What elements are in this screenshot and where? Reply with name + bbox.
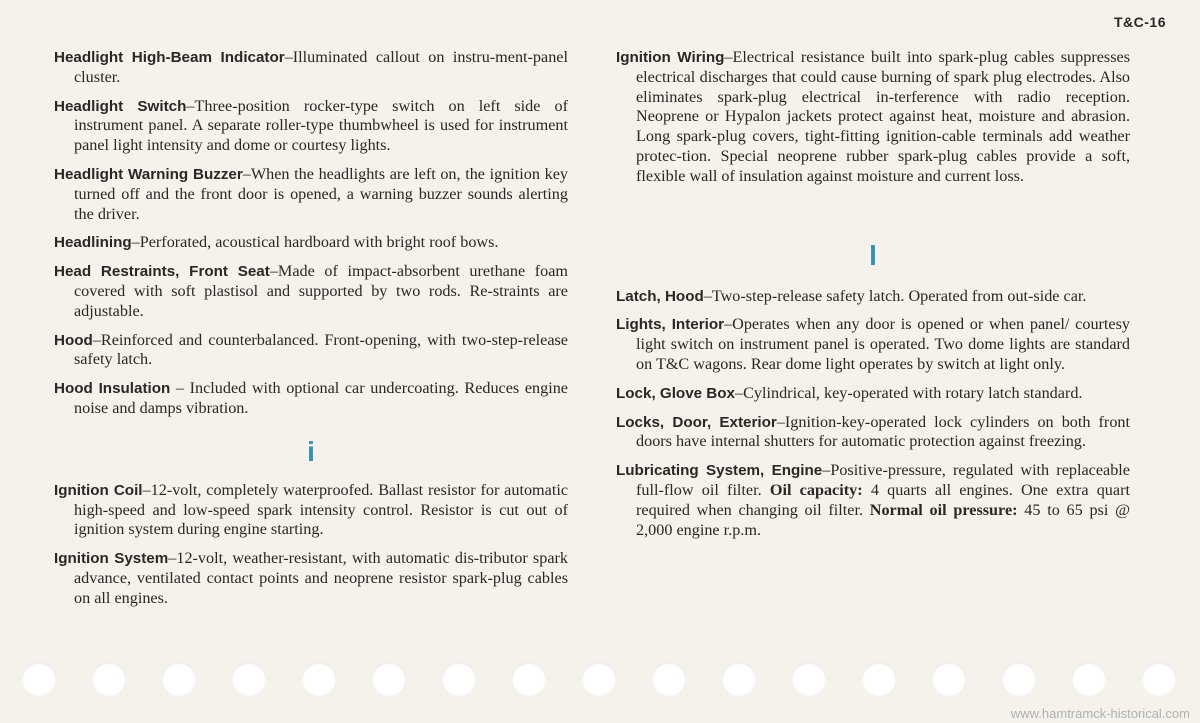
binder-hole — [22, 662, 56, 696]
entry-lubricating-system — [616, 461, 1130, 540]
watermark: www.hamtramck-historical.com — [1010, 706, 1190, 721]
entry-text: –12-volt, weather-resistant, with automatic dis-tributor spark advance, ventilated contact points and neoprene resistor spark-plug cables on all engines. — [74, 549, 568, 607]
entry-term: Locks, Door, Exterior — [616, 413, 777, 431]
entry-text: 4 quarts all engines. One extra quart required when changing oil filter. — [636, 480, 1130, 519]
entry-text: –When the headlights are left on, the ignition key turned off and the front door is opened, a warning buzzer sounds alerting the driver. — [74, 164, 568, 223]
binder-hole — [1002, 662, 1036, 696]
binder-hole — [722, 662, 756, 696]
entry-text: –12-volt, completely waterproofed. Ballast resistor for automatic high-speed and low-speed spark intensity control. Resistor is cut out of ignition system during engine starting. — [74, 480, 569, 539]
entry-term: Headlight High-Beam Indicator — [54, 49, 285, 66]
binder-hole — [1142, 662, 1176, 696]
binder-hole — [512, 662, 546, 696]
entry-text: –Two-step-release safety latch. Operated from out-side car. — [703, 286, 1087, 305]
section-letter-l: l — [869, 239, 877, 271]
entry-term: Head Restraints, Front Seat — [54, 263, 270, 281]
entry-term: Ignition System — [54, 550, 169, 568]
entry-ignition-wiring — [616, 48, 1130, 187]
entry-latch-hood — [616, 287, 1130, 307]
entry-text: –Three-position rocker-type switch on left side of instrument panel. A separate roller-type thumbwheel is used for instrument panel light intensity and dome or courtesy lights. — [74, 96, 568, 155]
entry-text: –Electrical resistance built into spark-plug cables suppresses electrical discharges that could cause burning of spark plug electrodes. Also eliminates spark-plug electrical in-terference with radio reception. Neoprene or Hypalon jackets protect against heat, moisture and abrasion. Long spark-plug covers, tight-fitting ignition-cable terminals add weather protec-tion. Special neoprene rubber spark-plug cables provide a soft, flexible wall of insulation against moisture and current loss. — [636, 48, 1130, 185]
binder-hole — [372, 662, 406, 696]
binder-hole — [792, 662, 826, 696]
binder-hole — [862, 662, 896, 696]
entry-term: Headlining — [54, 234, 132, 252]
binder-hole — [652, 662, 686, 696]
binder-hole — [162, 662, 196, 696]
entry-ignition-system — [54, 549, 568, 608]
entry-text: –Cylindrical, key-operated with rotary latch standard. — [735, 383, 1083, 402]
entry-term: Lubricating System, Engine — [616, 462, 823, 480]
entry-term: Hood — [54, 331, 93, 349]
entry-term: Latch, Hood — [616, 287, 704, 305]
oil-capacity-label: Oil capacity: — [769, 480, 863, 499]
entry-headlight-high-beam-indicator — [54, 48, 568, 88]
entry-lights-interior — [616, 315, 1130, 374]
entry-headlining — [54, 233, 568, 253]
entry-term: Hood Insulation — [54, 380, 171, 398]
binder-hole — [302, 662, 336, 696]
entry-text: –Reinforced and counterbalanced. Front-opening, with two-step-release safety latch. — [74, 330, 568, 369]
binder-hole — [582, 662, 616, 696]
entry-hood-insulation — [54, 379, 568, 419]
entry-text: –Ignition-key-operated lock cylinders on both front doors have internal shutters for automatic protection against freezing. — [636, 412, 1131, 451]
entry-ignition-coil — [54, 481, 568, 540]
entry-term: Headlight Switch — [54, 97, 187, 115]
entry-text: – Included with optional car undercoating. Reduces engine noise and damps vibration. — [74, 379, 568, 417]
binder-hole — [442, 662, 476, 696]
section-letter-i: i — [307, 435, 315, 467]
binder-hole — [92, 662, 126, 696]
entry-term: Lights, Interior — [616, 316, 725, 334]
binder-holes — [0, 662, 1200, 702]
left-column — [54, 48, 568, 618]
entry-headlight-warning-buzzer — [54, 165, 568, 224]
right-column — [616, 48, 1130, 549]
entry-text: –Operates when any door is opened or when panel/ courtesy light switch on instrument panel is operated. Two dome lights are standard on T&C wagons. Rear dome light operates by switch at light only. — [636, 315, 1130, 373]
binder-hole — [1072, 662, 1106, 696]
entry-head-restraints — [54, 262, 568, 321]
entry-term: Ignition Wiring — [616, 49, 725, 66]
entry-text: 45 to 65 psi @ 2,000 engine r.p.m. — [636, 500, 1131, 539]
entry-locks-door-exterior — [616, 413, 1130, 453]
entry-term: Lock, Glove Box — [616, 384, 736, 402]
entry-text: –Positive-pressure, regulated with replaceable full-flow oil filter. — [636, 461, 1130, 499]
oil-pressure-label: Normal oil pressure: — [869, 500, 1018, 519]
entry-term: Headlight Warning Buzzer — [54, 165, 243, 183]
binder-hole — [932, 662, 966, 696]
entry-term: Ignition Coil — [54, 481, 143, 499]
binder-hole — [232, 662, 266, 696]
page-number: T&C-16 — [1113, 14, 1166, 30]
entry-text: –Illuminated callout on instru-ment-panel cluster. — [74, 48, 568, 86]
entry-lock-glove-box — [616, 384, 1130, 404]
entry-text: –Perforated, acoustical hardboard with bright roof bows. — [131, 233, 499, 252]
entry-hood — [54, 331, 568, 371]
entry-headlight-switch — [54, 97, 568, 156]
entry-text: –Made of impact-absorbent urethane foam covered with soft plastisol and supported by two rods. Re-straints are adjustable. — [74, 262, 568, 320]
